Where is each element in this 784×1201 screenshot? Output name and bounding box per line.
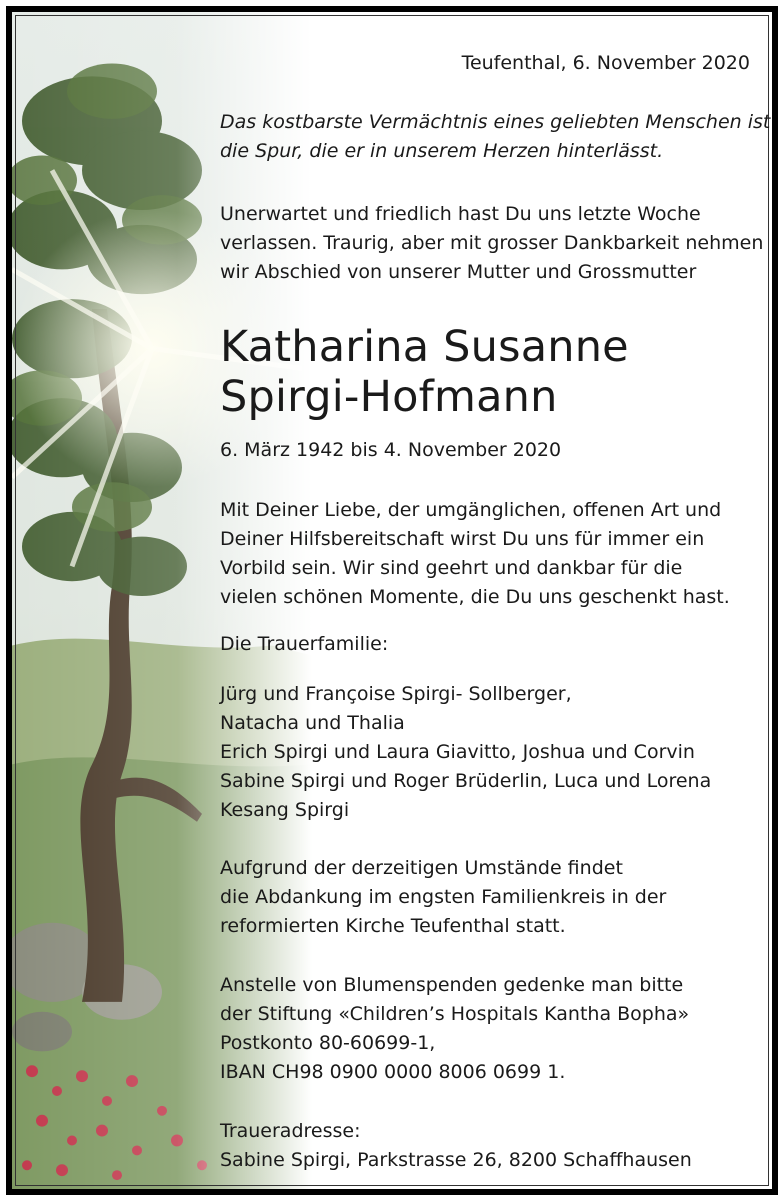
family-label: Die Trauerfamilie: <box>220 633 389 655</box>
ceremony-notice <box>220 854 666 941</box>
ceremony-line: die Abdankung im engsten Familienkreis in der <box>220 886 667 908</box>
intro-line: verlassen. Traurig, aber mit grosser Dankbarkeit nehmen <box>220 232 764 254</box>
tribute-line: vielen schönen Momente, die Du uns geschenkt hast. <box>220 586 730 608</box>
address-label: Traueradresse: <box>220 1120 361 1142</box>
deceased-name <box>220 322 629 422</box>
tribute-line: Mit Deiner Liebe, der umgänglichen, offenen Art und <box>220 499 722 521</box>
intro-line: Unerwartet und friedlich hast Du uns letzte Woche <box>220 203 701 225</box>
obituary-card <box>6 6 778 1195</box>
family-member: Jürg und Françoise Spirgi- Sollberger, <box>220 683 572 705</box>
place-date: Teufenthal, 6. November 2020 <box>461 52 750 74</box>
donation-line: der Stiftung «Children’s Hospitals Kantha Bopha» <box>220 1003 690 1025</box>
tribute-line: Deiner Hilfsbereitschaft wirst Du uns für immer ein <box>220 528 705 550</box>
name-line: Katharina Susanne <box>220 322 629 372</box>
donation-notice <box>220 971 689 1087</box>
family-member: Erich Spirgi und Laura Giavitto, Joshua und Corvin <box>220 741 695 763</box>
quote-line: Das kostbarste Vermächtnis eines geliebten Menschen ist <box>220 111 771 133</box>
ceremony-line: Aufgrund der derzeitigen Umstände findet <box>220 857 623 879</box>
ceremony-line: reformierten Kirche Teufenthal statt. <box>220 915 566 937</box>
intro-text <box>220 200 763 287</box>
tribute-text <box>220 496 730 612</box>
donation-line: Anstelle von Blumenspenden gedenke man bitte <box>220 974 684 996</box>
donation-line: Postkonto 80-60699-1, <box>220 1032 436 1054</box>
family-member: Kesang Spirgi <box>220 799 350 821</box>
tribute-line: Vorbild sein. Wir sind geehrt und dankbar für die <box>220 557 683 579</box>
quote-line: die Spur, die er in unserem Herzen hinterlässt. <box>220 140 664 162</box>
family-member: Sabine Spirgi und Roger Brüderlin, Luca und Lorena <box>220 770 712 792</box>
family-list <box>220 680 711 825</box>
family-member: Natacha und Thalia <box>220 712 405 734</box>
donation-line: IBAN CH98 0900 0000 8006 0699 1. <box>220 1061 566 1083</box>
intro-line: wir Abschied von unserer Mutter und Grossmutter <box>220 261 697 283</box>
quote <box>220 108 770 166</box>
name-line: Spirgi-Hofmann <box>220 372 558 422</box>
life-dates: 6. März 1942 bis 4. November 2020 <box>220 439 562 461</box>
mourning-address: Sabine Spirgi, Parkstrasse 26, 8200 Schaffhausen <box>220 1149 692 1171</box>
